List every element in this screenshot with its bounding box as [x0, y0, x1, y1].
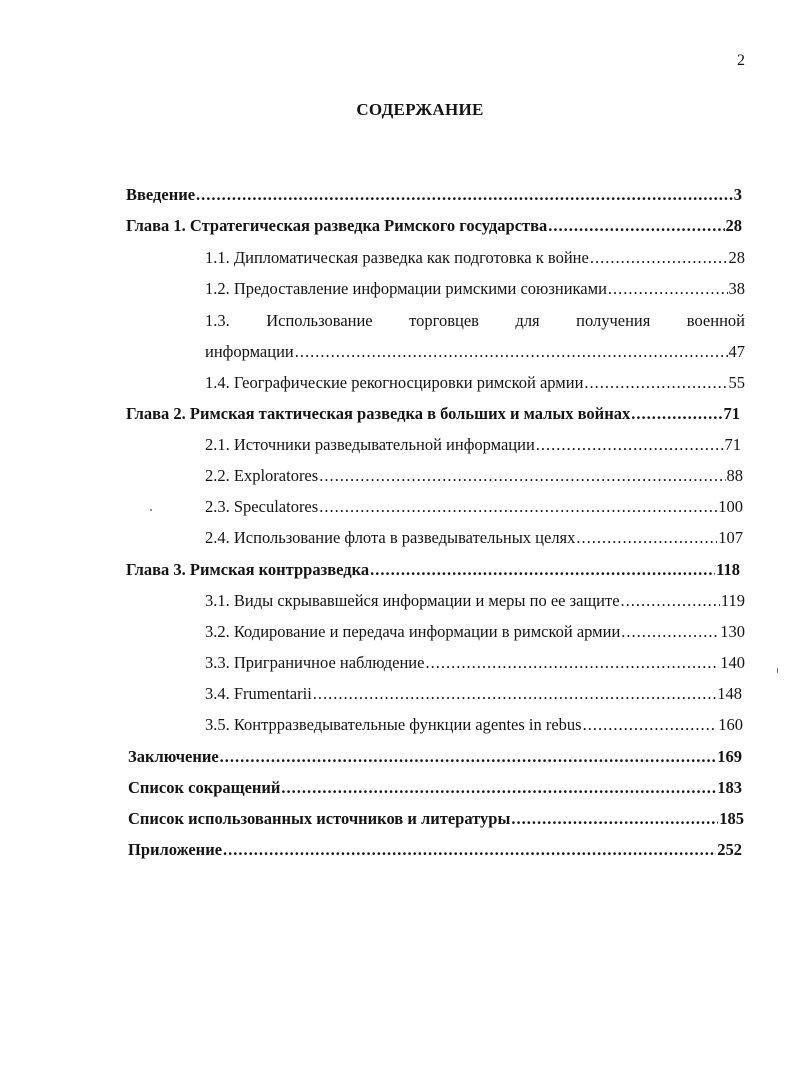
toc-entry-title: 2.1. Источники разведывательной информации	[205, 435, 535, 454]
toc-entry-section-3-2[interactable]	[205, 621, 745, 643]
word: 1.3.	[205, 311, 230, 330]
toc-entry-page: 3	[733, 185, 742, 204]
toc-entry-title: 2.3. Speculatores	[205, 497, 319, 516]
dot-leader	[511, 808, 718, 830]
word: торговцев	[409, 311, 479, 330]
dot-leader	[584, 372, 727, 394]
toc-entry-page: 47	[728, 342, 745, 361]
dot-leader	[319, 496, 717, 518]
toc-entry-title: 3.5. Контрразведывательные функции agentes in rebus	[205, 715, 582, 734]
dot-leader	[425, 652, 719, 674]
toc-entry-page: 130	[720, 622, 745, 641]
toc-entry-page: 100	[718, 497, 743, 516]
toc-entry-section-3-3[interactable]	[205, 652, 745, 674]
toc-entry-title: 3.3. Приграничное наблюдение	[205, 653, 425, 672]
dot-leader	[281, 777, 716, 799]
toc-entry-title: Заключение	[128, 747, 219, 766]
toc-entry-section-2-4[interactable]	[205, 527, 743, 549]
toc-entry-sources[interactable]	[128, 808, 744, 830]
toc-entry-page: 71	[724, 435, 741, 454]
toc-entry-page: 169	[717, 747, 742, 766]
toc-entry-title: 1.2. Предоставление информации римскими союзниками	[205, 279, 607, 298]
toc-entry-title: Глава 1. Стратегическая разведка Римского государства	[126, 216, 548, 235]
toc-entry-section-1-3-line1[interactable]	[205, 310, 745, 332]
toc-entry-section-3-4[interactable]	[205, 683, 742, 705]
page-title: СОДЕРЖАНИЕ	[356, 100, 484, 119]
toc-entry-section-1-2[interactable]	[205, 278, 745, 300]
dot-leader	[576, 527, 717, 549]
toc-entry-chapter-3[interactable]	[126, 559, 740, 581]
toc-entry-title: Глава 3. Римская контрразведка	[126, 560, 370, 579]
toc-entry-section-3-5[interactable]	[205, 714, 743, 736]
toc-entry-page: 118	[716, 560, 740, 579]
toc-entry-title: Приложение	[128, 840, 223, 859]
dot-leader	[631, 403, 722, 425]
toc-entry-title: Глава 2. Римская тактическая разведка в больших и малых войнах	[126, 404, 631, 423]
toc-entry-page: 88	[726, 466, 743, 485]
scan-speck	[150, 509, 152, 511]
dot-leader	[590, 247, 728, 269]
toc-entry-page: 183	[717, 778, 742, 797]
toc-entry-chapter-1[interactable]	[126, 215, 742, 237]
dot-leader	[220, 746, 717, 768]
toc-entry-section-3-1[interactable]	[205, 590, 745, 612]
dot-leader	[621, 590, 720, 612]
toc-entry-page: 28	[725, 216, 742, 235]
toc-entry-title: Список сокращений	[128, 778, 281, 797]
toc-entry-title: 2.2. Exploratores	[205, 466, 319, 485]
scan-speck	[777, 668, 778, 673]
toc-entry-title: 3.2. Кодирование и передача информации в римской армии	[205, 622, 621, 641]
toc-entry-section-2-1[interactable]	[205, 434, 741, 456]
dot-leader	[621, 621, 719, 643]
toc-entry-section-1-3-line2[interactable]	[205, 341, 745, 363]
dot-leader	[295, 341, 728, 363]
toc-entry-page: 71	[723, 404, 740, 423]
toc-entry-chapter-2[interactable]	[126, 403, 740, 425]
toc-entry-title: 1.4. Географические рекогносцировки римской армии	[205, 373, 584, 392]
toc-entry-page: 185	[719, 809, 744, 828]
toc-entry-section-2-2[interactable]	[205, 465, 743, 487]
word: для	[515, 311, 540, 330]
toc-entry-page: 28	[728, 248, 745, 267]
dot-leader	[536, 434, 724, 456]
toc-entry-intro[interactable]	[126, 184, 742, 206]
toc-entry-page: 140	[720, 653, 745, 672]
toc-entry-page: 160	[718, 715, 743, 734]
toc-entry-abbreviations[interactable]	[128, 777, 742, 799]
dot-leader	[608, 278, 728, 300]
toc-entry-page: 148	[717, 684, 742, 703]
toc-entry-title: 3.4. Frumentarii	[205, 684, 312, 703]
page-number: 2	[737, 52, 745, 69]
toc-entry-title: 2.4. Использование флота в разведывательных целях	[205, 528, 576, 547]
toc-entry-title: Введение	[126, 185, 196, 204]
toc-entry-section-1-1[interactable]	[205, 247, 745, 269]
dot-leader	[583, 714, 718, 736]
toc-entry-conclusion[interactable]	[128, 746, 742, 768]
dot-leader	[196, 184, 733, 206]
word: Использование	[266, 311, 373, 330]
toc-entry-page: 107	[718, 528, 743, 547]
dot-leader	[548, 215, 724, 237]
toc-entry-page: 252	[717, 840, 742, 859]
toc-entry-page: 55	[728, 373, 745, 392]
dot-leader	[313, 683, 716, 705]
toc-entry-section-1-4[interactable]	[205, 372, 745, 394]
word: военной	[686, 311, 745, 330]
toc-entry-title: 1.1. Дипломатическая разведка как подготовка к войне	[205, 248, 589, 267]
toc-entry-appendix[interactable]	[128, 839, 742, 861]
toc-entry-page: 38	[728, 279, 745, 298]
word: получения	[576, 311, 651, 330]
toc-entry-title: Список использованных источников и литературы	[128, 809, 511, 828]
dot-leader	[370, 559, 715, 581]
toc-entry-title: 3.1. Виды скрывавшейся информации и меры по ее защите	[205, 591, 620, 610]
toc-entry-section-2-3[interactable]	[205, 496, 743, 518]
toc-entry-page: 119	[720, 591, 745, 610]
dot-leader	[223, 839, 716, 861]
dot-leader	[319, 465, 725, 487]
toc-entry-title: информации	[205, 342, 294, 361]
